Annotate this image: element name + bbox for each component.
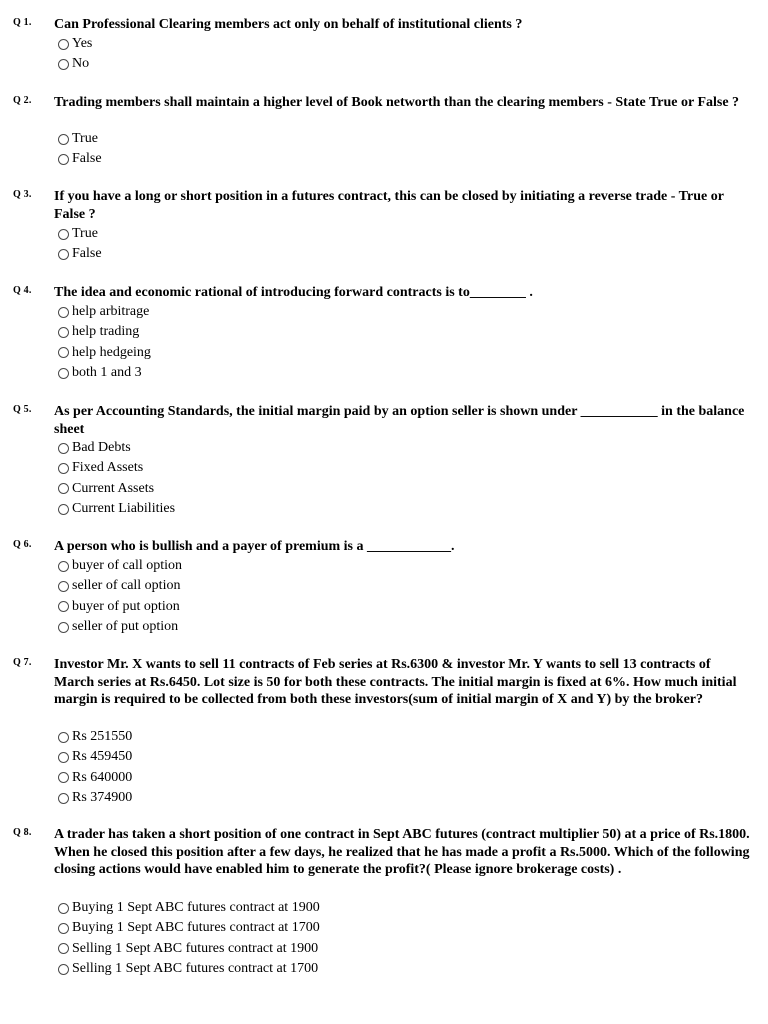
question-text: As per Accounting Standards, the initial margin paid by an option seller is shown under ___________ in the balance sheet: [54, 404, 745, 437]
option-help-hedgeing[interactable]: [58, 343, 151, 363]
option-label: False: [72, 246, 102, 262]
option-label: Buying 1 Sept ABC futures contract at 1700: [72, 920, 320, 936]
option-selling-1900[interactable]: [58, 939, 320, 959]
radio-button[interactable]: [58, 327, 69, 338]
question-text: Can Professional Clearing members act only on behalf of institutional clients ?: [54, 17, 523, 32]
option-label: Selling 1 Sept ABC futures contract at 1700: [72, 961, 319, 977]
option-label: True: [72, 226, 98, 242]
radio-button[interactable]: [58, 229, 69, 240]
option-current-liabilities[interactable]: [58, 499, 175, 519]
option-yes[interactable]: [58, 34, 92, 54]
option-list: [58, 302, 151, 383]
option-help-arbitrage[interactable]: [58, 302, 151, 322]
option-buyer-of-call[interactable]: [58, 556, 182, 576]
option-label: both 1 and 3: [72, 365, 142, 381]
question-number: Q 4.: [13, 285, 32, 296]
option-false[interactable]: [58, 244, 102, 264]
option-label: Current Liabilities: [72, 501, 176, 517]
option-label: help trading: [72, 324, 140, 340]
radio-button[interactable]: [58, 39, 69, 50]
option-label: buyer of put option: [72, 598, 180, 614]
radio-button[interactable]: [58, 483, 69, 494]
radio-button[interactable]: [58, 463, 69, 474]
option-label: No: [72, 56, 90, 72]
radio-button[interactable]: [58, 154, 69, 165]
option-help-trading[interactable]: [58, 322, 151, 342]
option-true[interactable]: [58, 129, 102, 149]
option-seller-of-put[interactable]: [58, 617, 182, 637]
option-label: seller of put option: [72, 619, 179, 635]
question-text: A person who is bullish and a payer of premium is a ____________.: [54, 539, 455, 554]
option-label: buyer of call option: [72, 558, 183, 574]
question-text: A trader has taken a short position of one contract in Sept ABC futures (contract multiplier 50) at a price of Rs.1800. When he closed this position after a few days, he realized that he has made a profit a Rs.5000. Which of the following closing actions would have enabled him to generate the profit?( Please ignore brokerage costs) .: [54, 827, 750, 877]
option-no[interactable]: [58, 54, 92, 74]
option-false[interactable]: [58, 149, 102, 169]
radio-button[interactable]: [58, 134, 69, 145]
radio-button[interactable]: [58, 581, 69, 592]
option-rs-459450[interactable]: [58, 747, 132, 767]
option-true[interactable]: [58, 224, 102, 244]
radio-button[interactable]: [58, 601, 69, 612]
option-label: Rs 374900: [72, 790, 133, 806]
option-label: Selling 1 Sept ABC futures contract at 1900: [72, 940, 319, 956]
question-number: Q 7.: [13, 657, 32, 668]
radio-button[interactable]: [58, 752, 69, 763]
radio-button[interactable]: [58, 923, 69, 934]
option-both-1-and-3[interactable]: [58, 363, 151, 383]
radio-button[interactable]: [58, 249, 69, 260]
radio-button[interactable]: [58, 504, 69, 515]
radio-button[interactable]: [58, 443, 69, 454]
option-rs-640000[interactable]: [58, 768, 132, 788]
option-label: Rs 640000: [72, 769, 133, 785]
option-label: Fixed Assets: [72, 460, 144, 476]
option-list: [58, 129, 102, 170]
radio-button[interactable]: [58, 347, 69, 358]
radio-button[interactable]: [58, 307, 69, 318]
question-number: Q 3.: [13, 189, 32, 200]
option-label: Bad Debts: [72, 440, 131, 456]
option-list: [58, 438, 175, 519]
option-label: Yes: [72, 36, 93, 52]
radio-button[interactable]: [58, 622, 69, 633]
option-label: Buying 1 Sept ABC futures contract at 1900: [72, 900, 320, 916]
question-number: Q 6.: [13, 539, 32, 550]
question-number: Q 5.: [13, 404, 32, 415]
option-seller-of-call[interactable]: [58, 576, 182, 596]
radio-button[interactable]: [58, 732, 69, 743]
option-list: [58, 727, 132, 808]
option-selling-1700[interactable]: [58, 959, 320, 979]
radio-button[interactable]: [58, 368, 69, 379]
option-rs-251550[interactable]: [58, 727, 132, 747]
option-label: help arbitrage: [72, 304, 150, 320]
option-label: True: [72, 131, 98, 147]
radio-button[interactable]: [58, 561, 69, 572]
option-list: [58, 224, 102, 265]
option-label: Rs 459450: [72, 749, 133, 765]
radio-button[interactable]: [58, 964, 69, 975]
radio-button[interactable]: [58, 59, 69, 70]
question-number: Q 2.: [13, 95, 32, 106]
option-rs-374900[interactable]: [58, 788, 132, 808]
option-list: [58, 898, 320, 979]
question-text: Investor Mr. X wants to sell 11 contracts of Feb series at Rs.6300 & investor Mr. Y wants to sell 13 contracts of March series at Rs.6450. Lot size is 50 for both these contracts. The initial margin is fixed at 6%. How much initial margin is required to be collected from both these investors(sum of initial margin of X and Y) by the broker?: [54, 657, 737, 707]
option-buying-1700[interactable]: [58, 918, 320, 938]
option-label: Rs 251550: [72, 729, 133, 745]
radio-button[interactable]: [58, 903, 69, 914]
option-label: False: [72, 151, 102, 167]
radio-button[interactable]: [58, 772, 69, 783]
option-list: [58, 556, 182, 637]
option-list: [58, 34, 92, 75]
option-label: seller of call option: [72, 578, 181, 594]
question-text: The idea and economic rational of introducing forward contracts is to________ .: [54, 285, 533, 300]
question-text: If you have a long or short position in a futures contract, this can be closed by initiating a reverse trade - True or False ?: [54, 189, 724, 222]
question-number: Q 1.: [13, 17, 32, 28]
option-bad-debts[interactable]: [58, 438, 175, 458]
option-label: Current Assets: [72, 480, 155, 496]
option-fixed-assets[interactable]: [58, 458, 175, 478]
option-current-assets[interactable]: [58, 479, 175, 499]
question-number: Q 8.: [13, 827, 32, 838]
question-text: Trading members shall maintain a higher level of Book networth than the clearing members - State True or False ?: [54, 95, 740, 110]
radio-button[interactable]: [58, 943, 69, 954]
option-label: help hedgeing: [72, 344, 151, 360]
radio-button[interactable]: [58, 793, 69, 804]
option-buyer-of-put[interactable]: [58, 597, 182, 617]
option-buying-1900[interactable]: [58, 898, 320, 918]
